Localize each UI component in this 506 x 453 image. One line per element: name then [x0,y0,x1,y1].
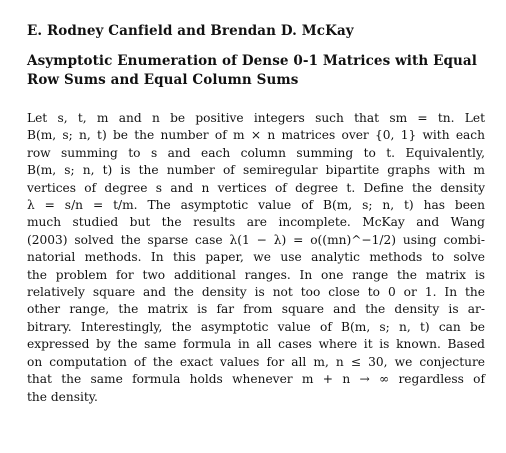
abstract-line: the problem for two additional ranges. In one range the matrix is [27,267,485,282]
abstract-line: other range, the matrix is far from square and the density is ar- [27,302,485,317]
abstract-line: B(m, s; n, t) be the number of m × n matrices over {0, 1} with each [27,128,485,143]
paper-title-line: Row Sums and Equal Column Sums [27,72,299,88]
abstract-page [27,22,487,406]
abstract-line: on computation of the exact values for all m, n ≤ 30, we conjecture [27,354,485,369]
author-names: E. Rodney Canfield and Brendan D. McKay [27,23,354,39]
abstract-line: B(m, s; n, t) is the number of semiregular bipartite graphs with m [27,163,485,178]
abstract-line: Let s, t, m and n be positive integers such that sm = tn. Let [27,111,485,125]
abstract-line: relatively square and the density is not too close to 0 or 1. In the [27,285,485,300]
abstract-line: (2003) solved the sparse case λ(1 − λ) = o((mn)^−1/2) using combi- [27,232,485,247]
abstract-line: bitrary. Interestingly, the asymptotic value of B(m, s; n, t) can be [27,319,485,334]
abstract-line: much studied but the results are incomplete. McKay and Wang [27,215,485,230]
abstract-line: row summing to s and each column summing to t. Equivalently, [27,145,485,160]
paper-title-line: Asymptotic Enumeration of Dense 0-1 Matrices with Equal [27,53,478,69]
abstract-line: expressed by the same formula in all cases where it is known. Based [27,337,485,352]
paper-title [27,52,487,90]
abstract-line: λ = s/n = t/m. The asymptotic value of B(m, s; n, t) has been [27,198,485,213]
abstract-line: natorial methods. In this paper, we use analytic methods to solve [27,250,485,265]
abstract-line: the density. [27,389,98,404]
abstract-line: that the same formula holds whenever m + n → ∞ regardless of [27,372,485,387]
abstract-line: vertices of degree s and n vertices of degree t. Define the density [27,180,485,195]
abstract-text [27,110,487,406]
